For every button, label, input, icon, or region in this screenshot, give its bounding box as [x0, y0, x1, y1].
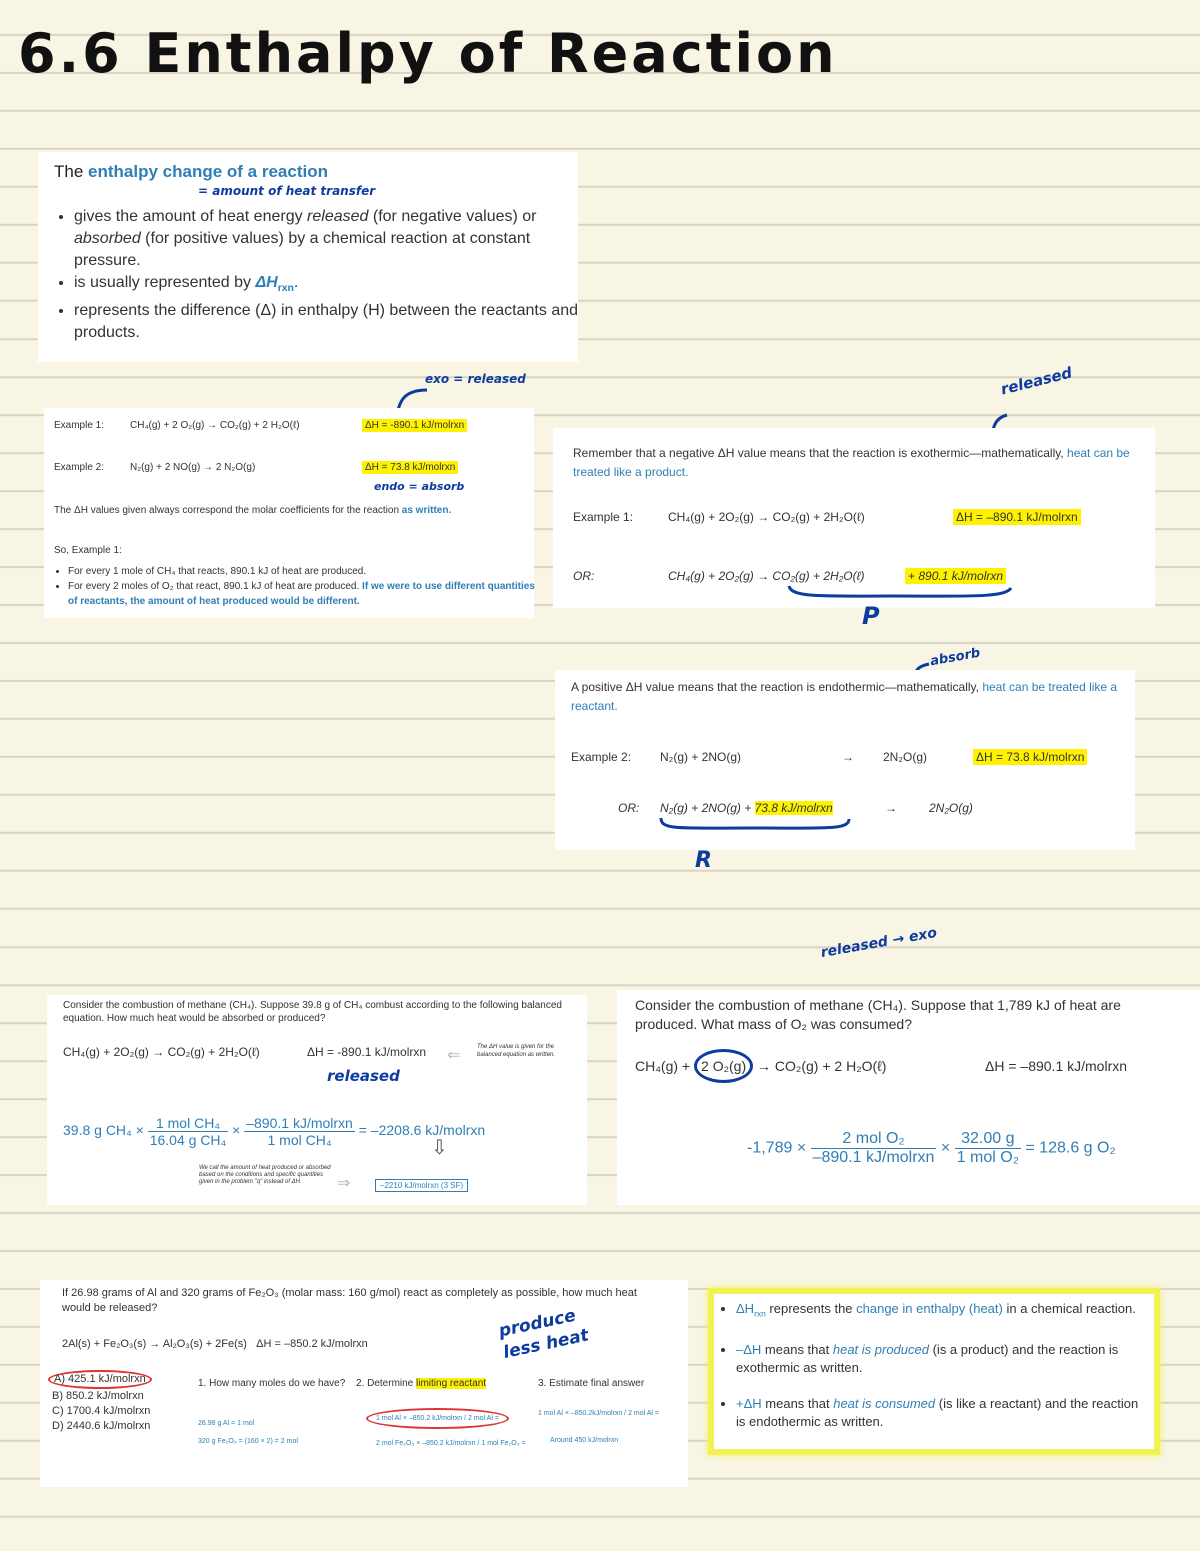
- pos-example-arrow: →: [842, 750, 854, 764]
- problem1-calculation: 39.8 g CH₄ × $\frac{\text{1 mol CH₄}}{\text{16.04 g CH₄}}$ × $\frac{\text{–890.1 kJ/molrxn}}{\text{1 mol CH₄}}$ = –2208.6 kJ/molrxn: [63, 1115, 486, 1148]
- step1-line2: 320 g Fe₂O₃ = (160 × 2) = 2 mol: [198, 1438, 298, 1445]
- example-bullet: • For every 1 mole of CH₄ that reacts, 890.1 kJ of heat are produced.: [68, 564, 538, 579]
- endo-note: endo = absorb: [374, 480, 465, 493]
- example-bullets: [54, 564, 538, 609]
- summary-list: [722, 1300, 1146, 1431]
- page-title: 6.6 Enthalpy of Reaction: [18, 22, 838, 85]
- example2-equation: N₂(g) + 2 NO(g) → 2 N₂O(g): [130, 462, 256, 473]
- step1-line1: 26.98 g Al = 1 mol: [198, 1420, 255, 1427]
- problem2-note: released → exo: [819, 924, 939, 962]
- step3-line1: 1 mol Al × –850.2kJ/molrxn / 2 mol Al =: [538, 1410, 660, 1417]
- calc-start: -1,789 ×: [747, 1139, 807, 1157]
- problem1-answer: –2210 kJ/molrxn (3 SF): [375, 1179, 468, 1192]
- example1-equation: CH₄(g) + 2 O₂(g) → CO₂(g) + 2 H₂O(ℓ): [130, 420, 300, 431]
- step3: 3. Estimate final answer: [538, 1378, 645, 1389]
- example1-label: Example 1:: [54, 420, 105, 431]
- problem3-card: [40, 1280, 688, 1487]
- step2: 2. Determine limiting reactant: [356, 1378, 487, 1389]
- pos-example-left: N₂(g) + 2NO(g): [660, 750, 742, 764]
- problem1-card: [47, 995, 587, 1205]
- problem1-question: Consider the combustion of methane (CH₄). Suppose 39.8 g of CH₄ combust according to the following balanced equation. How much heat would be absorbed or produced?: [63, 1000, 562, 1024]
- problem1-side-note: The ΔH value is given for the balanced equation as written.: [477, 1044, 556, 1058]
- example2-label: Example 2:: [54, 462, 105, 473]
- step1: 1. How many moles do we have?: [198, 1378, 346, 1389]
- calc-start: 39.8 g CH₄ ×: [63, 1122, 144, 1139]
- pos-or-label: OR:: [618, 801, 640, 815]
- fraction-2: $\frac{32.00 g}{\text{1 mol O₂}}$: [956, 1130, 1019, 1166]
- neg-example-label: Example 1:: [573, 510, 634, 524]
- positive-dh-text: A positive ΔH value means that the reaction is endothermic—mathematically, heat can be treated like a reactant.: [571, 680, 1118, 713]
- pos-or-right: 2N₂O(g): [929, 801, 973, 815]
- problem2-calculation: -1,789 × $\frac{\text{2 mol O₂}}{\text{–890.1 kJ/molrxn}}$ × $\frac{32.00 g}{\text{1 mol O₂}}$ = 128.6 g O₂: [747, 1130, 1116, 1166]
- exo-note: exo = released: [425, 372, 526, 386]
- problem3-question: If 26.98 grams of Al and 320 grams of Fe₂O₃ (molar mass: 160 g/mol) react as completely as possible, how much heat would be released?: [62, 1287, 637, 1314]
- problem2-result: = 128.6 g O₂: [1025, 1139, 1116, 1157]
- dh-explanation: The ΔH values given always correspond the molar coefficients for the reaction as written.: [54, 505, 452, 516]
- absorb-note: absorb: [929, 645, 982, 670]
- pos-example-dh: ΔH = 73.8 kJ/molrxn: [973, 749, 1087, 765]
- problem1-dh: ΔH = -890.1 kJ/molrxn: [307, 1045, 427, 1059]
- neg-or-equation: CH₄(g) + 2O₂(g) → CO₂(g) + 2H₂O(ℓ): [668, 569, 865, 583]
- summary-item: • –ΔH means that heat is produced (is a product) and the reaction is exothermic as written.: [736, 1341, 1146, 1377]
- pos-example-right: 2N₂O(g): [883, 750, 927, 764]
- problem1-released-note: released: [327, 1067, 400, 1085]
- released-note: released: [998, 363, 1074, 399]
- neg-example-equation: CH₄(g) + 2O₂(g) → CO₂(g) + 2H₂O(ℓ): [668, 510, 865, 524]
- step3-line2: Around 450 kJ/molrxn: [550, 1437, 619, 1444]
- so-example1: So, Example 1:: [54, 545, 122, 556]
- reactant-note: R: [695, 848, 712, 873]
- pos-or-arrow: →: [885, 801, 897, 815]
- intro-bullets: [54, 206, 579, 344]
- example-bullet: • For every 2 moles of O₂ that react, 890.1 kJ of heat are produced. If we were to use different quantities of reactants, the amount of heat produced would be different.: [68, 579, 538, 609]
- summary-item: • $\Delta H_{rxn}$ represents the change in enthalpy (heat) in a chemical reaction.: [736, 1300, 1146, 1323]
- intro-handwritten-note: = amount of heat transfer: [198, 184, 376, 198]
- product-note: P: [862, 602, 880, 630]
- right-arrow-icon: ⇒: [337, 1175, 351, 1192]
- positive-dh-card: [555, 670, 1135, 850]
- choice-a[interactable]: A) 425.1 kJ/molrxn: [48, 1370, 152, 1389]
- intro-heading: The enthalpy change of a reaction: [54, 162, 328, 181]
- choices: [52, 1370, 152, 1434]
- step2-line2: 2 mol Fe₂O₃ × –850.2 kJ/molrxn / 1 mol Fe₂O₃ =: [376, 1440, 526, 1447]
- choice-d[interactable]: D) 2440.6 kJ/molrxn: [52, 1420, 151, 1432]
- problem1-equation: CH₄(g) + 2O₂(g) → CO₂(g) + 2H₂O(ℓ): [63, 1045, 260, 1059]
- intro-card: [38, 152, 578, 362]
- pos-or-heat: 73.8 kJ/molrxn: [754, 801, 833, 815]
- intro-bullet: • is usually represented by $\Delta H_{rxn}$.: [74, 272, 579, 300]
- fraction-1: $\frac{\text{2 mol O₂}}{\text{–890.1 kJ/molrxn}}$: [812, 1130, 935, 1166]
- choice-b[interactable]: B) 850.2 kJ/molrxn: [52, 1390, 144, 1402]
- choice-c[interactable]: C) 1700.4 kJ/molrxn: [52, 1405, 151, 1417]
- problem3-note: produce less heat: [496, 1305, 591, 1364]
- examples-card: [44, 408, 534, 618]
- neg-or-heat: + 890.1 kJ/molrxn: [905, 568, 1006, 584]
- problem2-question: Consider the combustion of methane (CH₄). Suppose that 1,789 kJ of heat are produced. What mass of O₂ was consumed?: [635, 997, 1121, 1032]
- product-brace: [785, 584, 1015, 606]
- example1-dh: ΔH = -890.1 kJ/molrxn: [362, 419, 467, 432]
- summary-card: [708, 1288, 1160, 1455]
- fraction-2: $\frac{\text{–890.1 kJ/molrxn}}{\text{1 mol CH₄}}$: [246, 1115, 353, 1148]
- summary-item: • +ΔH means that heat is consumed (is like a reactant) and the reaction is endothermic as written.: [736, 1395, 1146, 1431]
- intro-bullet: • represents the difference (Δ) in enthalpy (H) between the reactants and products.: [74, 300, 579, 344]
- negative-dh-text: Remember that a negative ΔH value means that the reaction is exothermic—mathematically, heat can be treated like a product.: [573, 446, 1130, 479]
- problem2-dh: ΔH = –890.1 kJ/molrxn: [985, 1058, 1128, 1074]
- neg-or-label: OR:: [573, 569, 595, 583]
- pos-example-label: Example 2:: [571, 750, 632, 764]
- problem2-card: [617, 990, 1200, 1205]
- problem1-result: = –2208.6 kJ/molrxn: [358, 1122, 486, 1139]
- negative-dh-card: [553, 428, 1155, 608]
- intro-bullet: • gives the amount of heat energy released (for negative values) or absorbed (for positive values) by a chemical reaction at constant pressure.: [74, 206, 579, 272]
- step2-line1: 1 mol Al × –850.2 kJ/molrxn / 2 mol Al =: [366, 1408, 509, 1429]
- down-arrow-icon: ⇩: [431, 1137, 448, 1159]
- example2-dh: ΔH = 73.8 kJ/molrxn: [362, 461, 458, 474]
- pos-or-left: N₂(g) + 2NO(g) + 73.8 kJ/molrxn: [660, 801, 833, 815]
- reactant-brace: [657, 816, 853, 840]
- problem3-equation: 2Al(s) + Fe₂O₃(s) → Al₂O₃(s) + 2Fe(s) ΔH = –850.2 kJ/molrxn: [62, 1338, 368, 1350]
- fraction-1: $\frac{\text{1 mol CH₄}}{\text{16.04 g CH₄}}$: [149, 1115, 227, 1148]
- left-arrow-icon: ⇐: [447, 1047, 461, 1064]
- problem1-explain: We call the amount of heat produced or absorbed based on the conditions and specific quantities given in the problem "q" instead of ΔH.: [199, 1165, 331, 1185]
- problem2-equation: CH₄(g) + 2 O₂(g) → CO₂(g) + 2 H₂O(ℓ): [635, 1058, 886, 1074]
- neg-example-dh: ΔH = –890.1 kJ/molrxn: [953, 509, 1081, 525]
- o2-circled: 2 O₂(g): [694, 1049, 753, 1083]
